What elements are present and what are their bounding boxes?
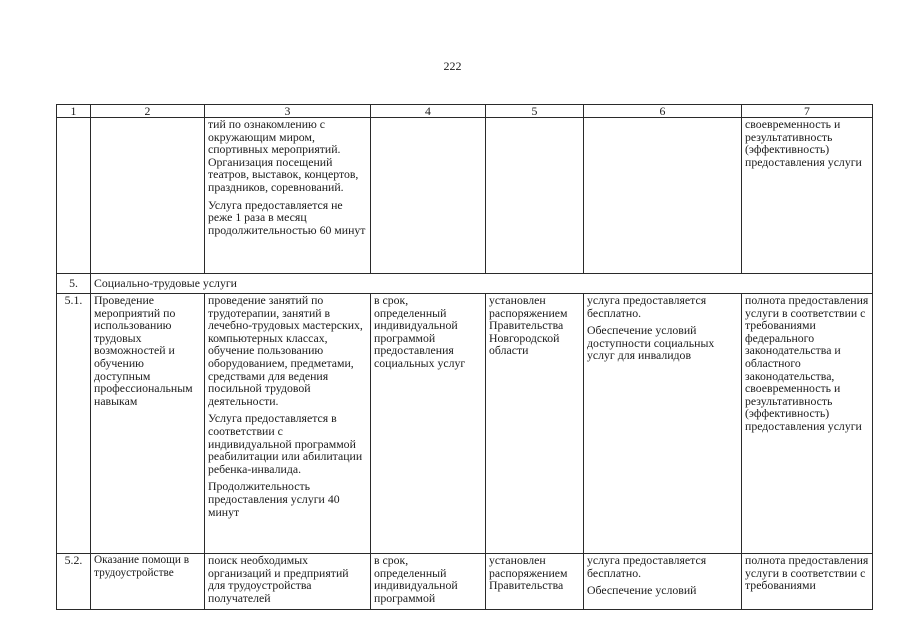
cell: [584, 118, 742, 274]
cell-term: в срок, определенный индивидуальной программой предоставления социальных услуг: [371, 294, 486, 554]
cell-rate: установлен распоряжением Правительства Новгородской области: [486, 294, 584, 554]
cell-quality: полнота предоставления услуги в соответствии с требованиями федерального законодательства и областного законодательства, своевременность и результативность (эффективность) предоставления услуги: [742, 294, 873, 554]
cell: [371, 118, 486, 274]
paragraph: Обеспечение условий: [587, 583, 697, 598]
cell-service-name: Проведение мероприятий по использованию трудовых возможностей и обучению доступным профессиональным навыкам: [91, 294, 205, 554]
cell-rate: установлен распоряжением Правительства: [486, 554, 584, 610]
col-header-3: 3: [205, 105, 371, 118]
section-title: Социально-трудовые услуги: [91, 274, 873, 294]
continued-row: [57, 118, 873, 274]
paragraph: Продолжительность предоставления услуги 40 минут: [208, 479, 340, 519]
cell-term: в срок, определенный индивидуальной программой: [371, 554, 486, 610]
paragraph: Услуга предоставляется не реже 1 раза в месяц продолжительностью 60 минут: [208, 197, 366, 237]
cell-quality: полнота предоставления услуги в соответствии с требованиями: [742, 554, 873, 610]
cell-service-name: Оказание помощи в трудоустройстве: [91, 554, 205, 610]
paragraph: Обеспечение условий доступности социальных услуг для инвалидов: [587, 323, 715, 363]
cell: [57, 118, 91, 274]
col-header-2: 2: [91, 105, 205, 118]
header-row: [57, 105, 873, 118]
section-number: 5.: [57, 274, 91, 294]
paragraph: услуга предоставляется бесплатно.: [587, 553, 707, 580]
paragraph: Услуга предоставляется в соответствии с индивидуальной программой реабилитации или абилитации ребенка-инвалида.: [208, 411, 363, 476]
paragraph: услуга предоставляется бесплатно.: [587, 293, 707, 320]
cell-description: [205, 294, 371, 554]
col-header-1: 1: [57, 105, 91, 118]
services-table: [56, 104, 873, 610]
table-row-5-1: [57, 294, 873, 554]
col-header-6: 6: [584, 105, 742, 118]
cell: [486, 118, 584, 274]
cell-quality: своевременность и результативность (эффективность) предоставления услуги: [742, 118, 873, 274]
section-row: [57, 274, 873, 294]
col-header-5: 5: [486, 105, 584, 118]
cell: [91, 118, 205, 274]
col-header-7: 7: [742, 105, 873, 118]
col-header-4: 4: [371, 105, 486, 118]
cell-conditions: [584, 554, 742, 610]
table-row-5-2: [57, 554, 873, 610]
cell-conditions: [584, 294, 742, 554]
row-number: 5.1.: [57, 294, 91, 554]
row-number: 5.2.: [57, 554, 91, 610]
cell-description: поиск необходимых организаций и предприятий для трудоустройства получателей: [205, 554, 371, 610]
paragraph: тий по ознакомлению с окружающим миром, спортивных мероприятий. Организация посещений театров, выставок, концертов, праздников, соревнований.: [208, 117, 359, 194]
paragraph: проведение занятий по трудотерапии, занятий в лечебно-трудовых мастерских, компьютерных классах, обучение пользованию оборудованием, предметами, средствами для ведения посильной трудовой деятельности.: [208, 293, 363, 408]
cell-description: [205, 118, 371, 274]
page-number: 222: [443, 59, 462, 73]
